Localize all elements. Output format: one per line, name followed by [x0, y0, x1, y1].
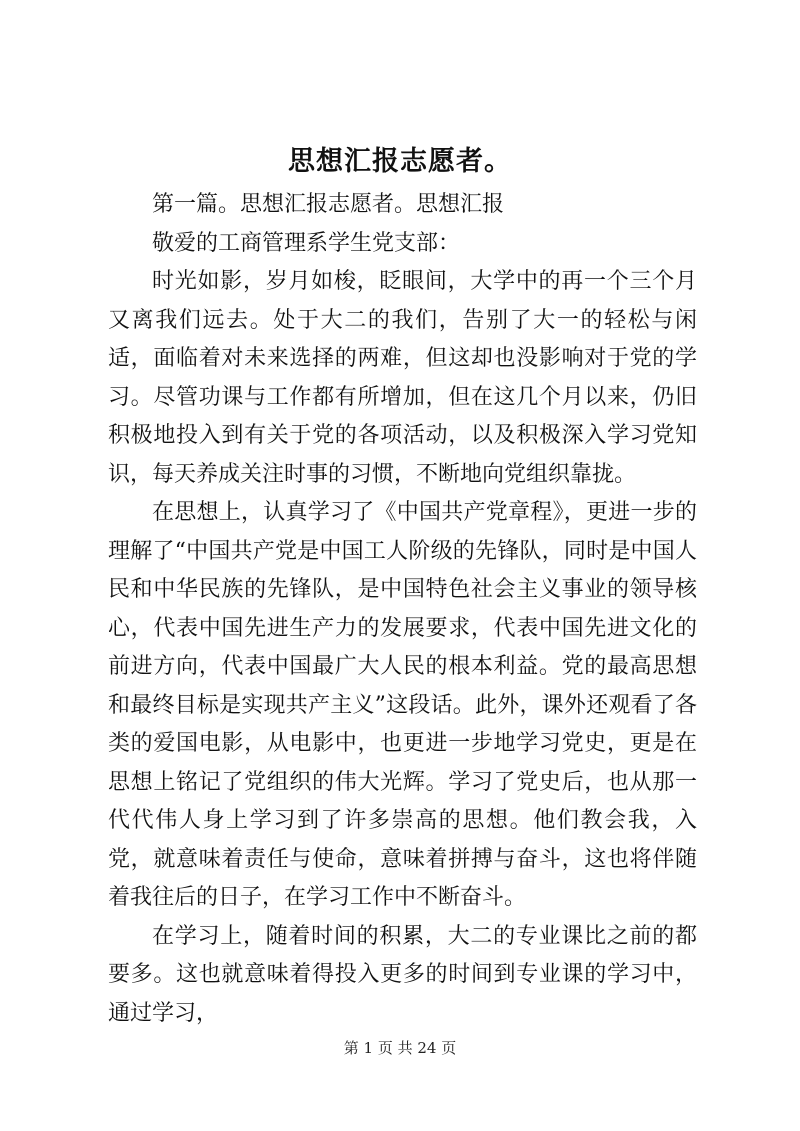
paragraph-intro: 时光如影，岁月如梭，眨眼间，大学中的再一个三个月又离我们远去。处于大二的我们，告别了大一的轻松与闲适，面临着对未来选择的两难，但这却也没影响对于党的学习。尽管功课与工作都有所增加，但在这几个月以来，仍旧积极地投入到有关于党的各项活动，以及积极深入学习党知识，每天养成关注时事的习惯，不断地向党组织靠拢。	[108, 269, 697, 487]
salutation: 敬爱的工商管理系学生党支部：	[152, 230, 461, 256]
paragraph-thought: 在思想上，认真学习了《中国共产党章程》，更进一步的理解了“中国共产党是中国工人阶级的先锋队，同时是中国人民和中华民族的先锋队，是中国特色社会主义事业的领导核心，代表中国先进生产力的发展要求，代表中国先进文化的前进方向，代表中国最广大人民的根本利益。党的最高思想和最终目标是实现共产主义”这段话。此外，课外还观看了各类的爱国电影，从电影中，也更进一步地学习党史，更是在思想上铭记了党组织的伟大光辉。学习了党史后，也从那一代代伟人身上学习到了许多崇高的思想。他们教会我，入党，就意味着责任与使命，意味着拼搏与奋斗，这也将伴随着我往后的日子，在学习工作中不断奋斗。	[108, 500, 697, 910]
page-number: 第 1 页 共 24 页	[343, 1039, 457, 1057]
document-body	[108, 186, 697, 1033]
document-title: 思想汇报志愿者。	[288, 146, 512, 177]
paragraph-study: 在学习上，随着时间的积累，大二的专业课比之前的都要多。这也就意味着得投入更多的时间到专业课的学习中，通过学习，	[108, 923, 697, 1026]
section-heading: 第一篇。思想汇报志愿者。思想汇报	[152, 192, 505, 217]
